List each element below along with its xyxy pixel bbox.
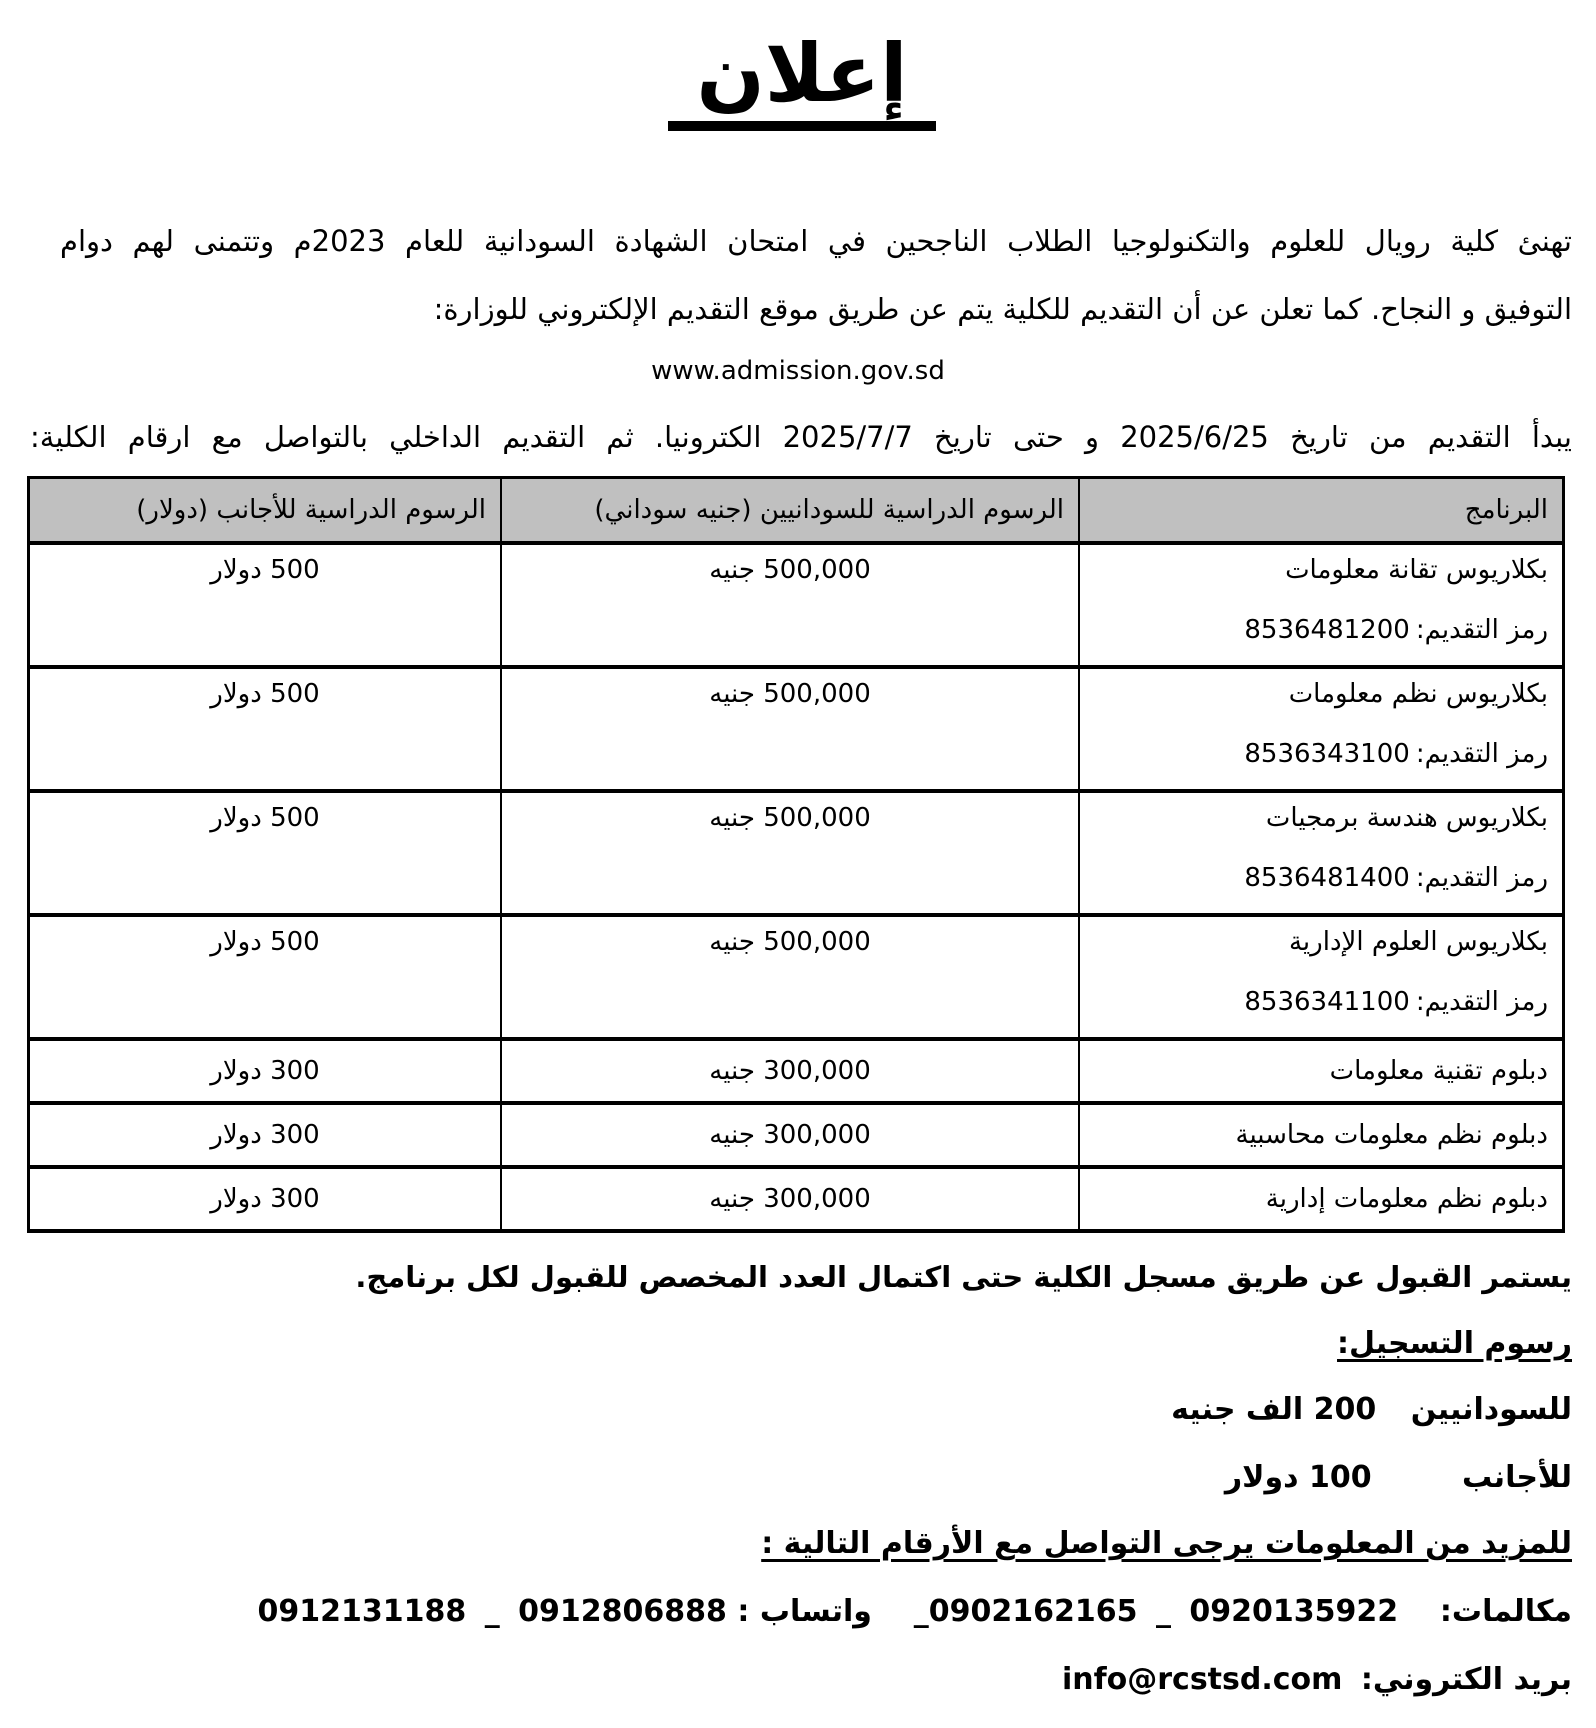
- foreign-fee: [210, 1050, 319, 1092]
- local-fee-unit: جنيه: [709, 555, 755, 585]
- application-code-value: 8536341100: [1244, 987, 1410, 1017]
- program-name: دبلوم تقنية معلومات: [1329, 1056, 1548, 1086]
- whatsapp-number-2[interactable]: 0912806888: [518, 1594, 727, 1629]
- phone-separator: _: [913, 1594, 929, 1629]
- local-fee: [709, 1178, 871, 1220]
- phone-separator: _: [1155, 1594, 1171, 1629]
- foreign-fee-amount: 300: [270, 1184, 320, 1214]
- foreign-fee-cell: [29, 543, 502, 667]
- table-row: [29, 1167, 1564, 1231]
- local-fee-cell: [501, 1039, 1079, 1103]
- title-underline: [668, 121, 936, 131]
- admission-website-link[interactable]: www.admission.gov.sd: [651, 356, 945, 386]
- table-row: [29, 1103, 1564, 1167]
- call-number-1[interactable]: 0902162165: [928, 1594, 1138, 1629]
- program-name: بكلاريوس نظم معلومات: [1288, 679, 1548, 709]
- foreign-fee: [210, 921, 319, 963]
- registration-fee-sudanese: [1171, 1392, 1572, 1427]
- email-link[interactable]: info@rcstsd.com: [1061, 1662, 1343, 1697]
- program-cell: [1079, 791, 1564, 915]
- local-fee-cell: [501, 791, 1079, 915]
- local-fee: [709, 673, 871, 715]
- local-fee-amount: 300,000: [763, 1120, 871, 1150]
- table-row: [29, 667, 1564, 791]
- header-program: البرنامج: [1079, 478, 1564, 544]
- table-header-row: [29, 478, 1564, 544]
- registration-sudanese-amount: 200 الف جنيه: [1171, 1392, 1377, 1427]
- table-row: [29, 791, 1564, 915]
- local-fee: [709, 1114, 871, 1156]
- application-code: [1094, 857, 1548, 899]
- foreign-fee: [210, 1114, 319, 1156]
- application-code: [1094, 609, 1548, 651]
- program-name: دبلوم نظم معلومات محاسبية: [1235, 1120, 1548, 1150]
- local-fee-amount: 500,000: [763, 679, 871, 709]
- program-cell: [1079, 543, 1564, 667]
- table-row: [29, 1039, 1564, 1103]
- foreign-fee-cell: [29, 667, 502, 791]
- registration-foreign-label: للأجانب: [1462, 1460, 1572, 1495]
- foreign-fee-cell: [29, 915, 502, 1039]
- program-name: دبلوم نظم معلومات إدارية: [1265, 1184, 1548, 1214]
- program-cell: [1079, 915, 1564, 1039]
- intro-line-2: التوفيق و النجاح. كما تعلن عن أن التقديم للكلية يتم عن طريق موقع التقديم الإلكتروني للوزارة:: [433, 292, 1572, 326]
- registration-foreign-amount: 100 دولار: [1224, 1460, 1372, 1495]
- email-label: بريد الكتروني:: [1360, 1662, 1572, 1697]
- foreign-fee-unit: دولار: [210, 803, 262, 833]
- local-fee: [709, 921, 871, 963]
- table-row: [29, 915, 1564, 1039]
- local-fee-unit: جنيه: [709, 679, 755, 709]
- foreign-fee-unit: دولار: [210, 1120, 262, 1150]
- program-cell: [1079, 1039, 1564, 1103]
- application-dates-line: يبدأ التقديم من تاريخ 2025/6/25 و حتى تاريخ 2025/7/7 الكترونيا. ثم التقديم الداخلي بالتواصل مع ارقام الكلية:: [30, 420, 1572, 454]
- local-fee-amount: 300,000: [763, 1056, 871, 1086]
- calls-label: مكالمات:: [1439, 1594, 1572, 1629]
- application-code-value: 8536481400: [1244, 863, 1410, 893]
- application-code-label: رمز التقديم:: [1415, 739, 1548, 769]
- local-fee-unit: جنيه: [709, 1056, 755, 1086]
- program-name: بكلاريوس العلوم الإدارية: [1288, 927, 1548, 957]
- foreign-fee: [210, 1178, 319, 1220]
- local-fee-amount: 500,000: [763, 803, 871, 833]
- contact-heading: للمزيد من المعلومات يرجى التواصل مع الأرقام التالية :: [761, 1526, 1572, 1561]
- application-code: [1094, 733, 1548, 775]
- program-name: بكلاريوس تقانة معلومات: [1285, 555, 1548, 585]
- application-code-label: رمز التقديم:: [1415, 863, 1548, 893]
- local-fee-unit: جنيه: [709, 927, 755, 957]
- local-fee-amount: 500,000: [763, 927, 871, 957]
- program-cell: [1079, 667, 1564, 791]
- phones-line: [258, 1594, 1572, 1629]
- foreign-fee-cell: [29, 1039, 502, 1103]
- fees-table: [27, 476, 1565, 1233]
- foreign-fee-amount: 500: [270, 555, 320, 585]
- foreign-fee: [210, 797, 319, 839]
- intro-line-1: تهنئ كلية رويال للعلوم والتكنولوجيا الطلاب الناجحين في امتحان الشهادة السودانية للعام 2023م وتتمنى لهم دوام: [60, 224, 1572, 258]
- registration-sudanese-label: للسودانيين: [1410, 1392, 1572, 1427]
- fees-table-body: [29, 543, 1564, 1231]
- application-code-label: رمز التقديم:: [1415, 987, 1548, 1017]
- local-fee-unit: جنيه: [709, 1184, 755, 1214]
- local-fee: [709, 1050, 871, 1092]
- foreign-fee-unit: دولار: [210, 1056, 262, 1086]
- whatsapp-number-1[interactable]: 0912131188: [257, 1594, 467, 1629]
- foreign-fee-cell: [29, 1167, 502, 1231]
- phone-separator: _: [484, 1594, 500, 1629]
- registration-fee-foreign: [1225, 1460, 1572, 1495]
- local-fee: [709, 797, 871, 839]
- program-cell: [1079, 1167, 1564, 1231]
- application-code-value: 8536481200: [1244, 615, 1410, 645]
- table-row: [29, 543, 1564, 667]
- foreign-fee-cell: [29, 1103, 502, 1167]
- foreign-fee-amount: 500: [270, 803, 320, 833]
- foreign-fee: [210, 673, 319, 715]
- local-fee-unit: جنيه: [709, 803, 755, 833]
- local-fee-amount: 300,000: [763, 1184, 871, 1214]
- foreign-fee-unit: دولار: [210, 927, 262, 957]
- program-name: بكلاريوس هندسة برمجيات: [1265, 803, 1548, 833]
- whatsapp-label: واتساب :: [737, 1594, 872, 1629]
- foreign-fee-amount: 300: [270, 1120, 320, 1150]
- application-code-label: رمز التقديم:: [1415, 615, 1548, 645]
- foreign-fee: [210, 549, 319, 591]
- announcement-title: إعلان: [696, 27, 908, 120]
- registration-fees-heading: رسوم التسجيل:: [1337, 1326, 1572, 1361]
- call-number-2[interactable]: 0920135922: [1189, 1594, 1399, 1629]
- announcement-title-wrap: [668, 24, 936, 134]
- foreign-fee-amount: 500: [270, 679, 320, 709]
- header-local-fees: الرسوم الدراسية للسودانيين (جنيه سوداني): [501, 478, 1079, 544]
- foreign-fee-cell: [29, 791, 502, 915]
- application-code-value: 8536343100: [1244, 739, 1410, 769]
- local-fee-cell: [501, 667, 1079, 791]
- application-code: [1094, 981, 1548, 1023]
- admission-continue-note: يستمر القبول عن طريق مسجل الكلية حتى اكتمال العدد المخصص للقبول لكل برنامج.: [355, 1260, 1572, 1294]
- local-fee-cell: [501, 1103, 1079, 1167]
- local-fee-unit: جنيه: [709, 1120, 755, 1150]
- local-fee-cell: [501, 915, 1079, 1039]
- foreign-fee-unit: دولار: [210, 1184, 262, 1214]
- local-fee-amount: 500,000: [763, 555, 871, 585]
- local-fee-cell: [501, 1167, 1079, 1231]
- foreign-fee-unit: دولار: [210, 679, 262, 709]
- local-fee-cell: [501, 543, 1079, 667]
- foreign-fee-amount: 300: [270, 1056, 320, 1086]
- local-fee: [709, 549, 871, 591]
- foreign-fee-unit: دولار: [210, 555, 262, 585]
- email-line: [1062, 1662, 1572, 1697]
- foreign-fee-amount: 500: [270, 927, 320, 957]
- header-foreign-fees: الرسوم الدراسية للأجانب (دولار): [29, 478, 502, 544]
- program-cell: [1079, 1103, 1564, 1167]
